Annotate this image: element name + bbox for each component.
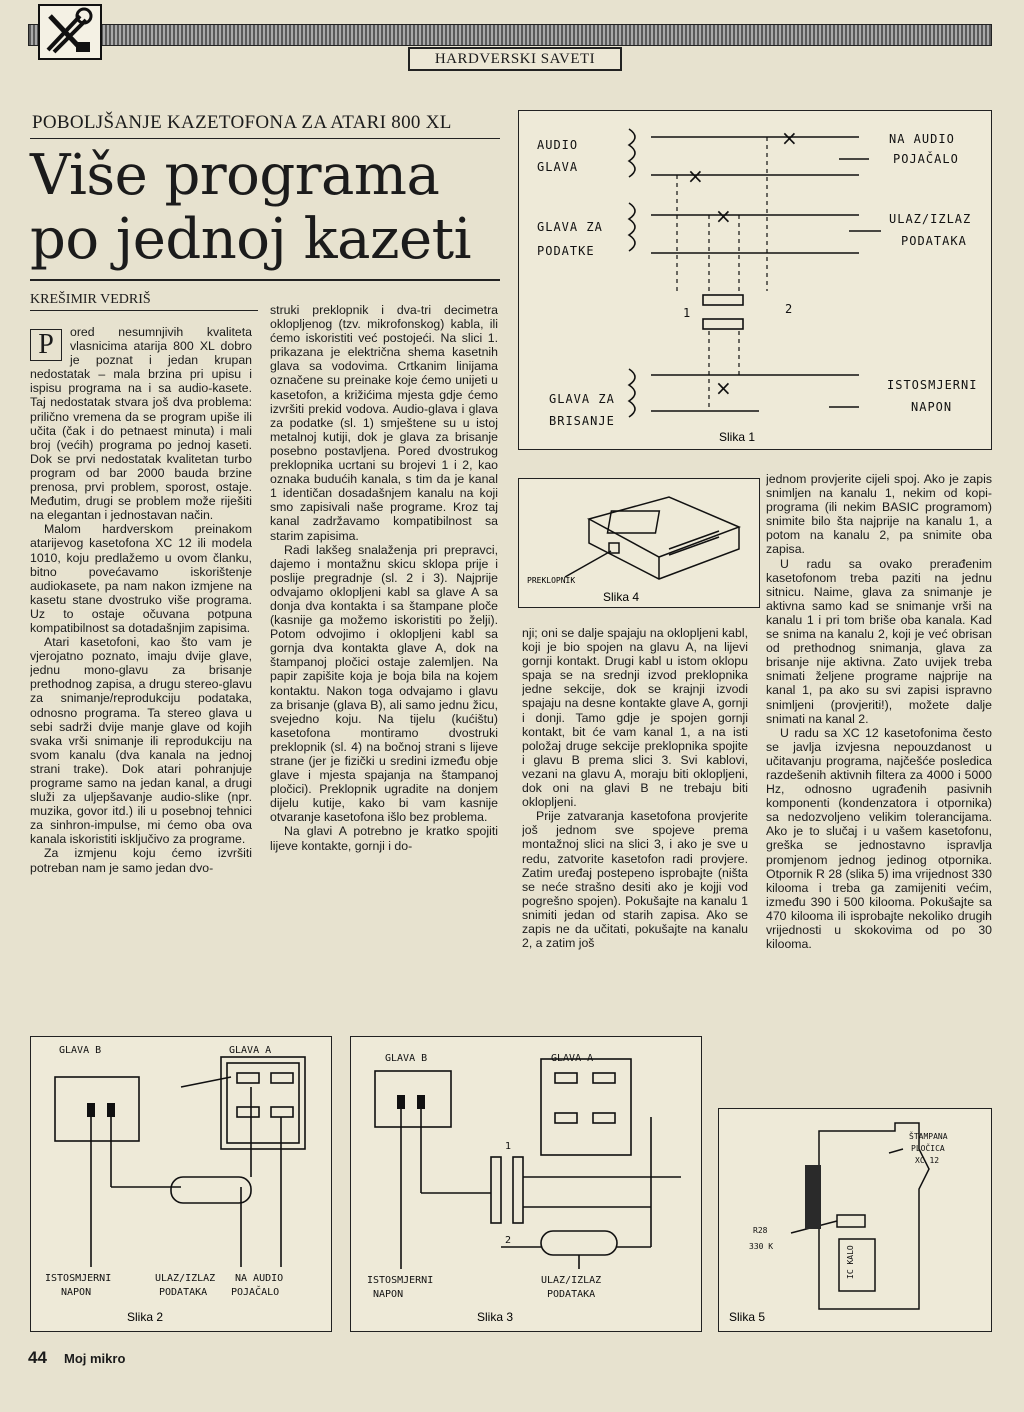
paragraph: Za izmjenu koju ćemo izvršiti potreban nam je samo jedan dvo- <box>30 846 252 875</box>
label: ISTOSMJERNI <box>45 1273 112 1284</box>
label: PODATAKA <box>547 1289 596 1300</box>
label: BRISANJE <box>549 414 615 428</box>
article-column-4 <box>766 472 992 1052</box>
figure-slika-2 <box>30 1036 332 1332</box>
figure-slika-5 <box>718 1108 992 1332</box>
label: ISTOSMJERNI <box>367 1275 434 1286</box>
label: POJAČALO <box>893 152 959 166</box>
label: POJAČALO <box>231 1287 280 1298</box>
paragraph: Radi lakšeg snalaženja pri prepravci, dajemo i montažnu skicu sklopa prije i poslije pregradnje (sl. 2 i 3). Najprije odvajamo oklopljeni kabl sa glave A sa donja dva kontakta i sa štampane ploče (kasnije ga možemo iskoristiti po želji). Potom odvojimo i oklopljeni kabl sa gornja dva kontakta glave A, dok na štampanoj pločici ostaje zalemljen. Na papir zapišite koja je boja bila na kojem kontaktu. Nakon toga odvajamo i glavu za brisanje (glava B), ali samo jednu žicu, svejedno koju. Na tijelu (kućištu) kasetofona montiramo dvostruki preklopnik (sl. 4) na bočnoj strani s lijeve strane (jer je fizički u sredini između obje glave i mjesta spajanja na štampanoj pločici). Preklopnik ugradite na donjem dijelu kutije, kako bi vam kasnije otvaranje kasetofona išlo bez problema. <box>270 542 498 825</box>
figure-caption: Slika 3 <box>477 1310 514 1324</box>
paragraph: jednom provjerite cijeli spoj. Ako je zapis snimljen na kanalu 1, nekim od kopi-programa (ili nekim BASIC programom) snimite bilo šta najprije na kanalu 1, a potom na kanalu 2, pa snimite oba zapisa. <box>766 472 992 557</box>
header-bar <box>28 24 992 46</box>
label: NAPON <box>61 1287 92 1298</box>
figure-slika-4 <box>518 478 760 608</box>
figure-caption: Slika 5 <box>729 1310 766 1324</box>
label: PODATAKA <box>901 234 967 248</box>
schematic-diagram <box>519 111 990 448</box>
paragraph: Atari kasetofoni, kao što vam je vjerojatno poznato, imaju dvije glave, jednu mono-glavu za brisanje prethodnog zapisa, a drugu stereo-glavu za snimanje/reprodukciju podataka, odnosno programa. Ta stereo glava u sebi sadrži dvije manje glave od kojih svaka vrši snimanje ili reprodukciju na svom kanalu (dva kanala na jednoj strani trake). Dok atari pohranjuje programe samo na jedan kanal, a drugi služi za uljepšavanje audio-slike (npr. muzika, govor itd.) ili u posebnoj tehnici za sinhron-impulse, mi ćemo oba ova kanala iskoristiti isključivo za programe. <box>30 635 252 847</box>
article-title <box>30 144 510 272</box>
section-logo <box>38 4 102 60</box>
label: 330 K <box>749 1242 774 1251</box>
label: XC 12 <box>915 1156 940 1165</box>
paragraph: U radu sa ovako prerađenim kasetofonom treba paziti na jednu sitnicu. Naime, glava za snimanje je aktivna samo kad se snimanje vrši na kanalu 1 i pri tom briše oba kanala. Kad se snima na kanalu 2, koji je već obrisan od prethodnog snimanja, glava za brisanje nije aktivna. Zato uvijek treba snimati željene programe najprije na kanal 1, pa ako su svi zapisi ispravno snimljeni (provjeriti!), možete dalje snimati na kanal 2. <box>766 556 992 726</box>
channel-label: 2 <box>505 1235 512 1246</box>
label: GLAVA ZA <box>537 220 603 234</box>
article-kicker: POBOLJŠANJE KAZETOFONA ZA ATARI 800 XL <box>32 112 452 133</box>
channel-label: 1 <box>505 1141 512 1152</box>
label: GLAVA <box>537 160 579 174</box>
label: ULAZ/IZLAZ <box>155 1273 216 1284</box>
label: ULAZ/IZLAZ <box>541 1275 602 1286</box>
label: GLAVA ZA <box>549 392 615 406</box>
article-column-1 <box>30 325 252 1037</box>
article-column-2 <box>270 303 498 1023</box>
wiring-diagram <box>31 1037 330 1330</box>
paragraph: Malom hardverskom preinakom atarijevog kasetofona XC 12 ili modela 1010, koju predlažemo u ovom članku, bitno povećavamo iskorištenje audiokasete, pa nam nakon izmjene na kasetu stane dvostruko više programa. Uz to ostaje očuvana potpuna kompatibilnost sa dotadašnjim zapisima. <box>30 522 252 635</box>
svg-text:×: × <box>781 126 798 150</box>
svg-text:×: × <box>715 376 732 400</box>
label: AUDIO <box>537 138 579 152</box>
coil <box>629 129 635 177</box>
divider <box>30 310 258 311</box>
label: ŠTAMPANA <box>909 1132 948 1141</box>
label: GLAVA A <box>229 1045 272 1056</box>
label: PODATAKA <box>159 1287 208 1298</box>
figure-slika-3 <box>350 1036 702 1332</box>
channel-label: 1 <box>683 306 692 320</box>
author: KREŠIMIR VEDRIŠ <box>30 292 151 307</box>
figure-caption: Slika 1 <box>719 430 756 444</box>
paragraph: Prije zatvaranja kasetofona provjerite još jednom sve spojeve prema montažnoj slici na slici 3, i ako je sve u redu, zatvorite kasetofon radi provjere. Zatim uređaj postepeno isprobajte (ništa se neće strašno desiti ako je kojji vod pogrešno spojen). Pokušajte na kanalu 1 snimiti jedan od starih zapisa. Ako se zapis ne da učitati, pokušajte na kanalu 2, a zatim još <box>522 809 748 951</box>
svg-text:×: × <box>715 204 732 228</box>
label: PLOČICA <box>911 1144 945 1153</box>
divider <box>30 138 500 139</box>
paragraph: P ored nesumnjivih kvaliteta vlasnicima atarija 800 XL dobro je poznat i jedan krupan nedostatak – mala brzina pri upisu i ispisu programa na i sa audio-kasete. Taj nedostatak stvara još dva problema: prilično vremena da se program upiše ili učita (čak i do petnaest minuta) i mali broj (većih) programa po jednoj kaseti. Dok se prvi nedostatak kvalitetan turbo program od bar 2000 bauda brzine prenosa, prvi problem, sporost, ostaje. Međutim, drugi se problem može riješiti na elegantan i jednostavan način. <box>30 325 252 523</box>
label: PODATKE <box>537 244 595 258</box>
wiring-diagram <box>351 1037 700 1330</box>
label: ISTOSMJERNI <box>887 378 978 392</box>
paragraph: Na glavi A potrebno je kratko spojiti lijeve kontakte, gornji i do- <box>270 824 498 853</box>
figure-caption: Slika 2 <box>127 1310 164 1324</box>
article-column-3 <box>522 626 748 1024</box>
label: NAPON <box>911 400 953 414</box>
section-label: HARDVERSKI SAVETI <box>408 47 622 71</box>
label: GLAVA B <box>59 1045 102 1056</box>
label: PREKLOPNIK <box>527 576 576 585</box>
svg-text:×: × <box>687 164 704 188</box>
label: ULAZ/IZLAZ <box>889 212 972 226</box>
label: NA AUDIO <box>889 132 955 146</box>
figure-caption: Slika 4 <box>603 590 640 604</box>
paragraph: struki preklopnik i dva-tri decimetra oklopljenog (tzv. mikrofonskog) kabla, ili ćemo iskoristiti već postojeći. Na slici 1. prikazana je električna shema kasetnih glava sa vodovima. Crtkanim linijama označene su preinake koje ćemo unijeti u kasetofon, a križićima mjesta gdje ćemo izvršiti prekid vodova. Audio-glava i glava za podatke (sl. 1) smještene su u istoj metalnoj kutiji, dok je glava za brisanje posebno postavljena. Pored dvostrukog preklopnika ucrtani su brojevi 1 i 2, kao oznaka budućih kanala, s tim da je kanal 1 identičan dosadašnjem kanalu na koji smo zapisivali naše programe. Kroz taj kanal zadržavamo kompatibilnost sa starim zapisima. <box>270 303 498 543</box>
paragraph: U radu sa XC 12 kasetofonima često se javlja izvjesna nepouzdanost u učitavanju programa, najčešće posledica razdešenih aktivnih filtera za 4000 i 5000 Hz, odnosno ugrađenih pasivnih komponenti (kondenzatora i otpornika) sa nedozvoljeno velikim tolerancijama. Ako je to slučaj i u vašem kasetofonu, greška se jednostavno ispravlja promjenom jednog jedinog otpornika. Otpornik R 28 (slika 5) ima vrijednost 330 kilooma i treba ga zamijeniti većim, između 390 i 500 kilooma. Pokušajte sa 470 kilooma ili isprobajte nekoliko drugih vrijednosti u skokovima od po 30 kilooma. <box>766 725 992 952</box>
cassette-recorder-drawing <box>519 479 758 606</box>
figure-slika-1 <box>518 110 992 450</box>
pcb-drawing <box>719 1109 990 1330</box>
component <box>805 1165 821 1229</box>
page-number: 44 <box>28 1348 47 1367</box>
label: IC KALO <box>846 1245 855 1279</box>
coil <box>629 203 635 251</box>
label: NAPON <box>373 1289 404 1300</box>
paragraph: nji; oni se dalje spajaju na oklopljeni kabl, koji je bio spojen na glavu A, na lijevi gornji kontakt. Drugi kabl u istom oklopu spaja se na srednji izvod preklopnika jedne sekcije, dok se krajnji izvodi spajaju na desne kontakte glave A, gornji i donji. Tamo gdje je spojen gornji kontakt, bit će vam kanal 1, a na isti položaj druge sekcije preklopnika spojite i glavu B prema slici 3. Svi kablovi, vezani na glavu A, moraju biti oklopljeni, dok oni na glavi B ne trebaju biti oklopljeni. <box>522 626 748 810</box>
label: NA AUDIO <box>235 1273 284 1284</box>
label: R28 <box>753 1226 768 1235</box>
title-line-1: Više programa <box>30 143 440 208</box>
label: GLAVA A <box>551 1053 594 1064</box>
tools-icon <box>40 6 100 58</box>
coil <box>629 369 635 417</box>
label: GLAVA B <box>385 1053 428 1064</box>
title-line-2: po jednoj kazeti <box>30 207 472 272</box>
magazine-name: Moj mikro <box>64 1351 126 1366</box>
channel-label: 2 <box>785 302 794 316</box>
drop-cap: P <box>30 329 62 361</box>
divider <box>30 279 500 281</box>
